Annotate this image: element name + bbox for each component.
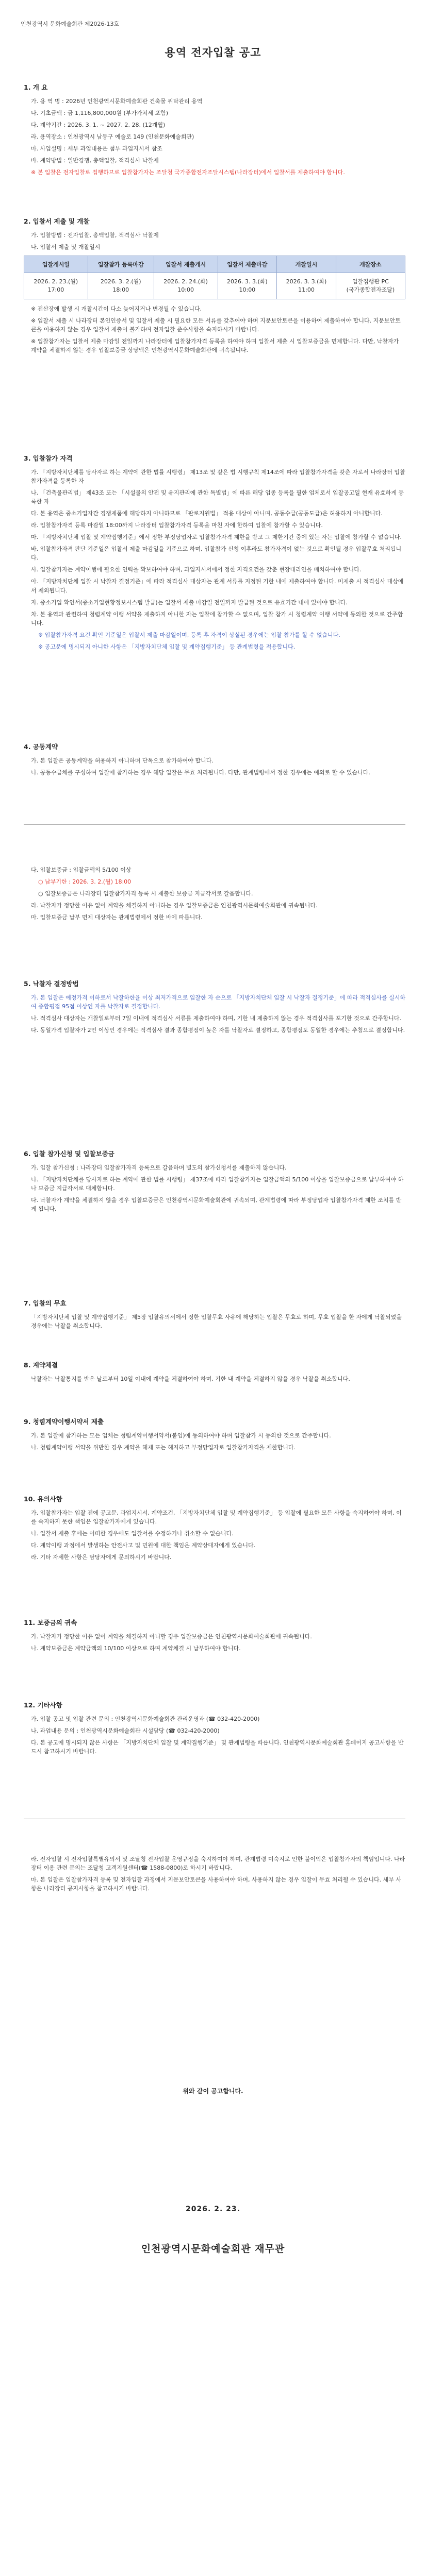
contract-text: 낙찰자는 낙찰통지를 받은 날로부터 10일 이내에 계약을 체결하여야 하며, 기한 내 계약을 체결하지 않을 경우 낙찰을 취소합니다.: [31, 1376, 350, 1382]
page-title: 용역 전자입찰 공고: [165, 46, 261, 59]
eligibility-item: 다. 본 용역은 중소기업자간 경쟁제품에 해당하지 아니하므로 「판로지원법」 적용 대상이 아니며, 공동수급(공동도급)은 허용하지 아니합니다.: [31, 510, 383, 517]
deposit-item: ○ 입찰보증금은 나라장터 입찰참가자격 등록 시 제출한 보증금 지급각서로 갈음합니다.: [38, 890, 253, 897]
deposit-item: ○ 납부기한 : 2026. 3. 2.(월) 18:00: [38, 878, 132, 886]
other-item: 나. 과업내용 문의 : 인천광역시문화예술회관 시설담당 (☎ 032-420-2000): [31, 1727, 220, 1735]
section-contract: [24, 1360, 405, 1386]
section-award-method: [24, 979, 405, 1038]
overview-item: 다. 계약기간 : 2026. 3. 1. ~ 2027. 2. 28. (12개월): [31, 122, 166, 129]
registration-item: 나. 「지방자치단체를 당사자로 하는 계약에 관한 법률 시행령」 제37조에 따라 입찰참가자는 입찰금액의 5/100 이상을 입찰보증금으로 납부하여야 하나 보증금 지급각서로 대체합니다.: [31, 1176, 404, 1192]
section-heading: 2. 입찰서 제출 및 개찰: [24, 217, 90, 225]
deposit-item: 다. 입찰보증금 : 입찰금액의 5/100 이상: [31, 867, 132, 873]
eligibility-item: 바. 입찰참가자격 판단 기준일은 입찰서 제출 마감일을 기준으로 하며, 입찰참가 신청 이후라도 참가자격이 없는 것으로 확인될 경우 입찰무효 처리됩니다.: [31, 546, 402, 562]
forfeit-item: 가. 낙찰자가 정당한 이유 없이 계약을 체결하지 아니할 경우 입찰보증금은 인천광역시문화예술회관에 귀속됩니다.: [31, 1633, 312, 1640]
precaution-item: 라. 기타 자세한 사항은 담당자에게 문의하시기 바랍니다.: [31, 1554, 172, 1561]
section-joint-contract: [24, 742, 405, 780]
award-item: 나. 적격심사 대상자는 개찰일로부터 7일 이내에 적격심사 서류를 제출하여야 하며, 기한 내 제출하지 않는 경우 적격심사를 포기한 것으로 간주합니다.: [31, 1015, 401, 1022]
registration-item: 가. 입찰 참가신청 : 나라장터 입찰참가자격 등록으로 갈음하며 별도의 참가신청서를 제출하지 않습니다.: [31, 1164, 287, 1171]
section-overview: [24, 82, 405, 180]
section-divider: [24, 824, 405, 825]
section-additional: [24, 1855, 405, 1896]
section-heading: 11. 보증금의 귀속: [24, 1619, 77, 1626]
closing-line: 위와 같이 공고합니다.: [183, 2088, 243, 2095]
table-header-cell: 개찰장소: [336, 256, 405, 273]
issuer-name: 인천광역시문화예술회관 재무관: [141, 2243, 285, 2255]
schedule-item: 나. 입찰서 제출 및 개찰일시: [31, 244, 101, 251]
section-other: [24, 1700, 405, 1759]
overview-note: ※ 본 입찰은 전자입찰로 집행하므로 입찰참가자는 조달청 국가종합전자조달시스템(나라장터)에서 입찰서를 제출하여야 합니다.: [31, 169, 345, 176]
table-cell: 2026. 2. 24.(화) 10:00: [154, 273, 218, 299]
section-precautions: [24, 1494, 405, 1565]
eligibility-item: 나. 「건축물관리법」 제43조 또는 「시설물의 안전 및 유지관리에 관한 특별법」에 따른 해당 업종 등록을 필한 업체로서 입찰공고일 현재 유효하게 등록한 자: [31, 489, 404, 505]
overview-item: 마. 사업설명 : 세부 과업내용은 첨부 과업지시서 참조: [31, 145, 162, 152]
other-item: 가. 입찰 공고 및 입찰 관련 문의 : 인천광역시문화예술회관 관리운영과 (☎ 032-420-2000): [31, 1716, 260, 1722]
additional-item: 라. 전자입찰 시 전자입찰특별유의서 및 조달청 전자입찰 운영규정을 숙지하여야 하며, 관계법령 미숙지로 인한 불이익은 입찰참가자의 책임입니다. 나라장터 이용 관련 문의는 조달청 고객지원센터(☎ 1588-0800)로 하시기 바랍니다.: [31, 1856, 405, 1872]
precaution-item: 나. 입찰서 제출 후에는 어떠한 경우에도 입찰서를 수정하거나 취소할 수 없습니다.: [31, 1530, 234, 1537]
section-heading: 1. 개 요: [24, 83, 48, 91]
integrity-item: 나. 청렴계약이행 서약을 위반한 경우 계약을 해제 또는 해지하고 부정당업자로 입찰참가자격을 제한합니다.: [31, 1444, 296, 1451]
table-cell: 2026. 3. 2.(월) 18:00: [88, 273, 154, 299]
table-header-cell: 입찰서 제출개시: [154, 256, 218, 273]
schedule-note: ※ 입찰서 제출 시 나라장터 본인인증서 및 입찰서 제출 시 필요한 모든 서류를 갖추어야 하며 지문보안토큰을 이용하여 제출하여야 합니다. 지문보안토큰을 이용하지 않는 경우 입찰서 제출이 불가하며 전자입찰 준수사항을 숙지하시기 바랍니다.: [31, 317, 401, 333]
eligibility-note: ※ 공고문에 명시되지 아니한 사항은 「지방자치단체 입찰 및 계약집행기준」 등 관계법령을 적용합니다.: [38, 643, 296, 650]
eligibility-item: 아. 「지방자치단체 입찰 시 낙찰자 결정기준」에 따라 적격심사 대상자는 관계 서류를 지정된 기한 내에 제출하여야 합니다. 미제출 시 적격심사 대상에서 제외됩니다.: [31, 578, 404, 594]
section-registration: [24, 1149, 405, 1216]
section-heading: 5. 낙찰자 결정방법: [24, 980, 79, 988]
section-deposit: [24, 866, 405, 925]
award-item: 가. 본 입찰은 예정가격 이하로서 낙찰하한율 이상 최저가격으로 입찰한 자 순으로 「지방자치단체 입찰 시 낙찰자 결정기준」에 따라 적격심사를 실시하여 종합평점 95점 이상인 자를 낙찰자로 결정합니다.: [31, 994, 405, 1010]
schedule-note: ※ 입찰참가자는 입찰서 제출 마감일 전일까지 나라장터에 입찰참가자격 등록을 하여야 하며 입찰서 제출 시 입찰보증금을 면제합니다. 다만, 낙찰자가 계약을 체결하지 않는 경우 입찰보증금 상당액은 인천광역시문화예술회관에 귀속됩니다.: [31, 338, 399, 354]
registration-item: 다. 낙찰자가 계약을 체결하지 않을 경우 입찰보증금은 인천광역시문화예술회관에 귀속되며, 관계법령에 따라 부정당업자 입찰참가자격 제한 조치를 받게 됩니다.: [31, 1197, 402, 1213]
joint-contract-item: 나. 공동수급체를 구성하여 입찰에 참가하는 경우 해당 입찰은 무효 처리됩니다. 다만, 관계법령에서 정한 경우에는 예외로 할 수 있습니다.: [31, 769, 370, 776]
precaution-item: 가. 입찰참가자는 입찰 전에 공고문, 과업지시서, 계약조건, 「지방자치단체 입찰 및 계약집행기준」 등 입찰에 필요한 모든 사항을 숙지하여야 하며, 이를 숙지하지 못한 책임은 입찰참가자에게 있습니다.: [31, 1510, 402, 1526]
deposit-item: 마. 입찰보증금 납부 면제 대상자는 관계법령에서 정한 바에 따릅니다.: [31, 914, 203, 921]
eligibility-note: ※ 입찰참가자격 요건 확인 기준일은 입찰서 제출 마감일이며, 등록 후 자격이 상실된 경우에는 입찰 참가를 할 수 없습니다.: [38, 631, 340, 638]
table-header-cell: 입찰서 제출마감: [218, 256, 277, 273]
other-item: 다. 본 공고에 명시되지 않은 사항은 「지방자치단체 입찰 및 계약집행기준」 및 관계법령을 따릅니다. 인천광역시문화예술회관 홈페이지 공고사항을 반드시 참고하시기 바랍니다.: [31, 1739, 404, 1755]
section-heading: 12. 기타사항: [24, 1701, 62, 1709]
overview-item: 바. 계약방법 : 일반경쟁, 총액입찰, 적격심사 낙찰제: [31, 157, 159, 164]
eligibility-item: 자. 중소기업 확인서(중소기업현황정보시스템 발급)는 입찰서 제출 마감일 전일까지 발급된 것으로 유효기간 내에 있어야 합니다.: [31, 599, 348, 606]
section-bid-schedule: [24, 216, 405, 358]
table-header-cell: 입찰게시일: [24, 256, 88, 273]
overview-item: 가. 용 역 명 : 2026년 인천광역시문화예술회관 건축물 위탁관리 용역: [31, 98, 203, 105]
joint-contract-item: 가. 본 입찰은 공동계약을 허용하지 아니하며 단독으로 참가하여야 합니다.: [31, 757, 214, 764]
precaution-item: 다. 계약이행 과정에서 발생하는 안전사고 및 민원에 대한 책임은 계약상대자에게 있습니다.: [31, 1542, 256, 1549]
section-heading: 4. 공동계약: [24, 743, 58, 751]
section-invalid-bids: [24, 1298, 405, 1333]
table-cell: 2026. 3. 3.(화) 11:00: [277, 273, 336, 299]
eligibility-item: 가. 「지방자치단체를 당사자로 하는 계약에 관한 법률 시행령」 제13조 및 같은 법 시행규칙 제14조에 따라 입찰참가자격을 갖춘 자로서 나라장터 입찰참가자격을 등록한 자: [31, 469, 405, 485]
eligibility-item: 마. 「지방자치단체 입찰 및 계약집행기준」에서 정한 부정당업자로 입찰참가자격 제한을 받고 그 제한기간 중에 있는 자는 입찰에 참가할 수 없습니다.: [31, 534, 402, 541]
invalid-bids-text: 「지방자치단체 입찰 및 계약집행기준」 제5장 입찰유의서에서 정한 입찰무효 사유에 해당하는 입찰은 무효로 하며, 무효 입찰을 한 자에게 낙찰되었을 경우에는 낙찰을 취소합니다.: [31, 1314, 402, 1330]
section-integrity-pledge: [24, 1417, 405, 1455]
section-heading: 9. 청렴계약이행서약서 제출: [24, 1418, 104, 1426]
table-cell: 입찰집행관 PC (국가종합전자조달): [336, 273, 405, 299]
table-row: [24, 273, 405, 299]
section-heading: 7. 입찰의 무효: [24, 1299, 67, 1307]
section-heading: 6. 입찰 참가신청 및 입찰보증금: [24, 1150, 114, 1158]
additional-item: 마. 본 입찰은 입찰참가자격 등록 및 전자입찰 과정에서 지문보안토큰을 사용하여야 하며, 사용하지 않는 경우 입찰이 무효 처리될 수 있습니다. 세부 사항은 나라장터 공지사항을 참고하시기 바랍니다.: [31, 1876, 401, 1892]
award-item: 다. 동일가격 입찰자가 2인 이상인 경우에는 적격심사 결과 종합평점이 높은 자를 낙찰자로 결정하고, 종합평점도 동일한 경우에는 추첨으로 결정합니다.: [31, 1027, 405, 1034]
table-cell: 2026. 3. 3.(화) 10:00: [218, 273, 277, 299]
table-header-cell: 입찰참가 등록마감: [88, 256, 154, 273]
section-heading: 8. 계약체결: [24, 1361, 58, 1369]
schedule-note: ※ 전산장애 발생 시 개찰시간이 다소 늦어지거나 변경될 수 있습니다.: [31, 305, 202, 312]
section-heading: 3. 입찰참가 자격: [24, 454, 73, 462]
forfeit-item: 나. 계약보증금은 계약금액의 10/100 이상으로 하며 계약체결 시 납부하여야 합니다.: [31, 1645, 241, 1652]
eligibility-item: 라. 입찰참가자격 등록 마감일 18:00까지 나라장터 입찰참가자격 등록을 마친 자에 한하여 입찰에 참가할 수 있습니다.: [31, 522, 323, 529]
section-deposit-forfeit: [24, 1618, 405, 1656]
overview-item: 라. 용역장소 : 인천광역시 남동구 예술로 149 (인천문화예술회관): [31, 133, 194, 141]
table-header-row: [24, 256, 405, 273]
eligibility-item: 차. 본 용역과 관련하여 청렴계약 이행 서약을 제출하지 아니한 자는 입찰에 참가할 수 없으며, 입찰 참가 시 청렴계약 이행 서약에 동의한 것으로 간주합니다.: [31, 611, 403, 626]
table-header-cell: 개찰일시: [277, 256, 336, 273]
section-heading: 10. 유의사항: [24, 1495, 62, 1503]
eligibility-item: 사. 입찰참가자는 계약이행에 필요한 인력을 확보하여야 하며, 과업지시서에서 정한 자격요건을 갖춘 현장대리인을 배치하여야 합니다.: [31, 566, 362, 573]
table-cell: 2026. 2. 23.(월) 17:00: [24, 273, 88, 299]
integrity-item: 가. 본 입찰에 참가하는 모든 업체는 청렴계약이행서약서(붙임)에 동의하여야 하며 입찰참가 시 동의한 것으로 간주합니다.: [31, 1432, 331, 1439]
announcement-date: 2026. 2. 23.: [186, 2205, 240, 2213]
deposit-item: 라. 낙찰자가 정당한 이유 없이 계약을 체결하지 아니하는 경우 입찰보증금은 인천광역시문화예술회관에 귀속됩니다.: [31, 902, 318, 909]
section-eligibility: [24, 453, 405, 654]
schedule-table: [24, 256, 405, 299]
overview-item: 나. 기초금액 : 금 1,116,800,000원 (부가가치세 포함): [31, 110, 169, 117]
schedule-item: 가. 입찰방법 : 전자입찰, 총액입찰, 적격심사 낙찰제: [31, 232, 159, 239]
document-number: 인천광역시 문화예술회관 제2026-13호: [21, 21, 120, 27]
